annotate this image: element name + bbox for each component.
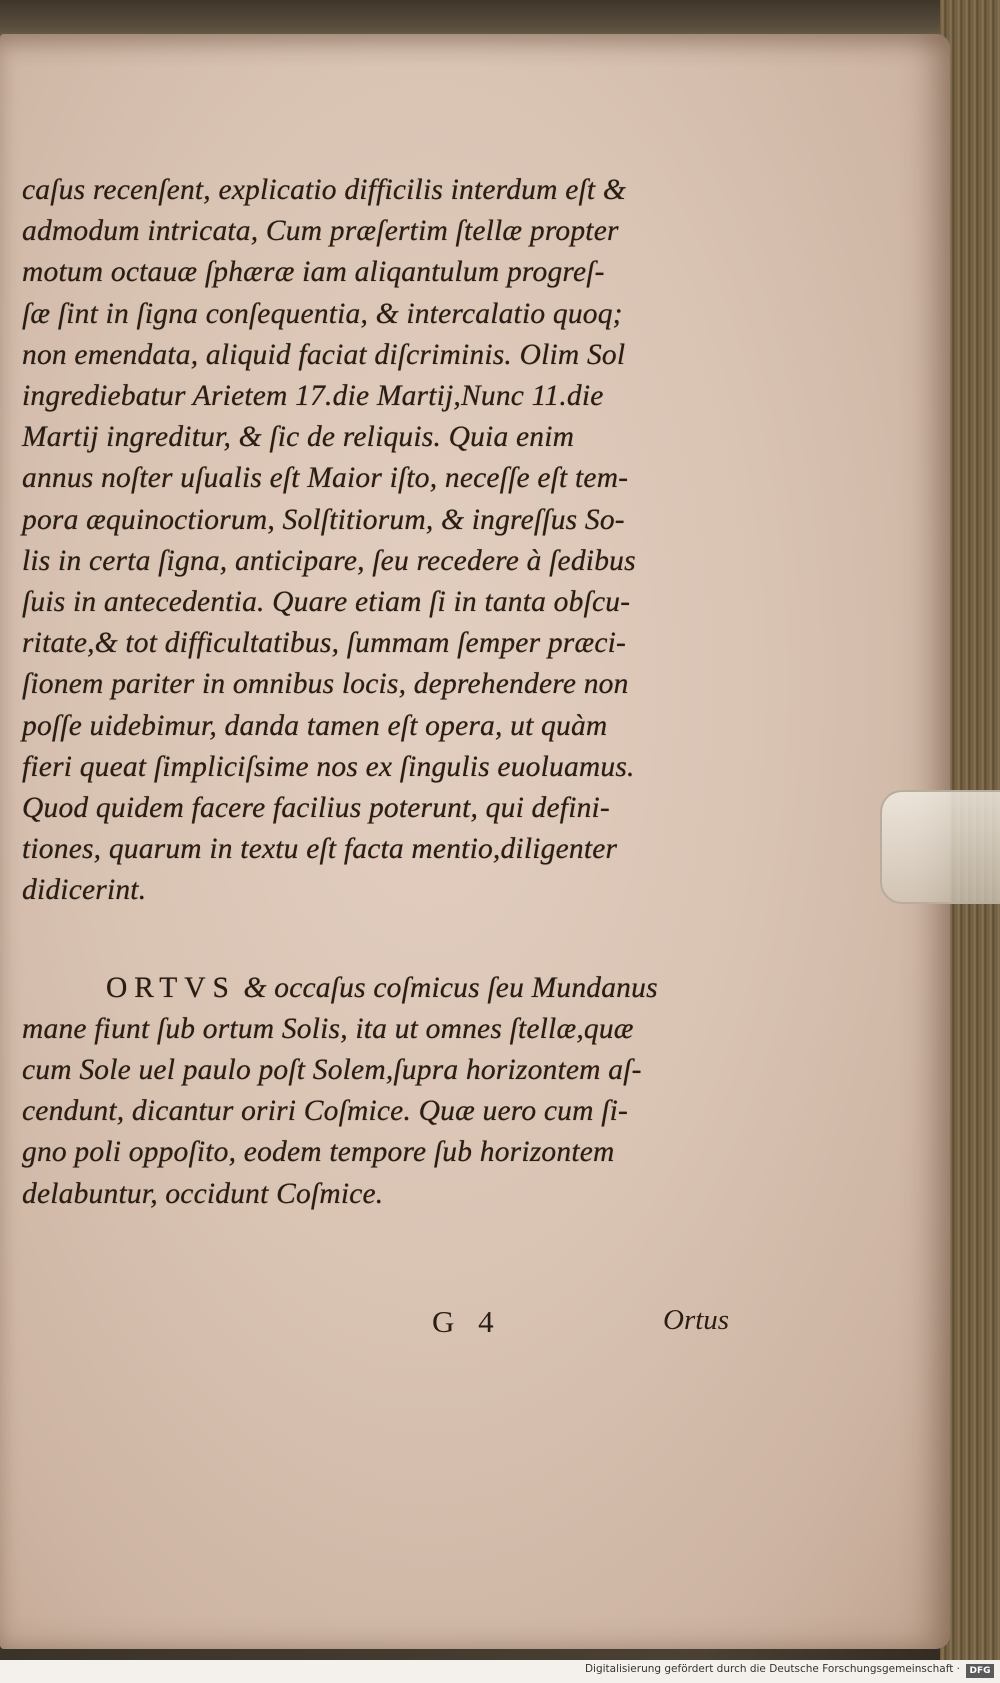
text-line: caſus recenſent, explicatio difficilis interdum eſt & bbox=[22, 174, 627, 206]
text-line: ſionem pariter in omnibus locis, deprehendere non bbox=[22, 668, 629, 701]
text-line: cum Sole uel paulo poſt Solem,ſupra horizontem aſ- bbox=[22, 1054, 642, 1087]
text-line: ſæ ſint in ſigna conſequentia, & intercalatio quoq; bbox=[22, 297, 623, 330]
text-line: lis in certa ſigna, anticipare, ſeu recedere à ſedibus bbox=[22, 544, 636, 577]
text-line: gno poli oppoſito, eodem tempore ſub horizontem bbox=[22, 1136, 615, 1169]
lead-capitals: ORTVS bbox=[106, 971, 236, 1004]
dfg-logo: DFG bbox=[966, 1664, 994, 1678]
text-line: motum octauæ ſphæræ iam aliqantulum progreſ- bbox=[22, 256, 605, 289]
text-line: delabuntur, occidunt Coſmice. bbox=[22, 1177, 384, 1210]
text-line: didicerint. bbox=[22, 874, 147, 907]
text-line: Martij ingreditur, & ſic de reliquis. Quia enim bbox=[22, 421, 575, 454]
book-page bbox=[0, 34, 950, 1649]
text-line: ingrediebatur Arietem 17.die Martij,Nunc 11.die bbox=[22, 380, 604, 413]
text-line: non emendata, aliquid faciat diſcriminis. Olim Sol bbox=[22, 338, 626, 371]
paragraph-1 bbox=[22, 170, 742, 912]
page-footer bbox=[0, 1304, 760, 1344]
text-line: poſſe uidebimur, danda tamen eſt opera, ut quàm bbox=[22, 709, 608, 742]
text-line: ſuis in antecedentia. Quare etiam ſi in tanta obſcu- bbox=[22, 586, 631, 619]
page-clip bbox=[880, 790, 1000, 904]
text-block bbox=[22, 170, 742, 1215]
text-line: Quod quidem facere facilius poterunt, qui defini- bbox=[22, 792, 610, 825]
text-line-first bbox=[22, 968, 742, 1009]
text-line: fieri queat ſimpliciſsime nos ex ſingulis euoluamus. bbox=[22, 750, 635, 783]
credit-text: Digitalisierung gefördert durch die Deutsche Forschungsgemeinschaft · bbox=[584, 1663, 960, 1675]
paragraph-gap bbox=[22, 912, 742, 968]
paragraph-2 bbox=[22, 968, 742, 1215]
text-line: admodum intricata, Cum præſertim ſtellæ propter bbox=[22, 215, 619, 248]
text-line: pora æquinoctiorum, Solſtitiorum, & ingreſſus So- bbox=[22, 503, 625, 536]
credit-bar bbox=[0, 1660, 1000, 1683]
catchword: Ortus bbox=[663, 1304, 730, 1336]
text-line: ritate,& tot difficultatibus, ſummam ſemper præci- bbox=[22, 627, 627, 660]
signature-mark: G 4 bbox=[432, 1304, 502, 1339]
text-line: tiones, quarum in textu eſt facta mentio,diligenter bbox=[22, 833, 618, 866]
text-line: mane fiunt ſub ortum Solis, ita ut omnes ſtellæ,quæ bbox=[22, 1012, 634, 1045]
text-line: annus noſter uſualis eſt Maior iſto, neceſſe eſt tem- bbox=[22, 462, 629, 495]
text-line: cendunt, dicantur oriri Coſmice. Quæ uero cum ſi- bbox=[22, 1095, 629, 1128]
first-line-rest: & occaſus coſmicus ſeu Mundanus bbox=[243, 971, 658, 1004]
